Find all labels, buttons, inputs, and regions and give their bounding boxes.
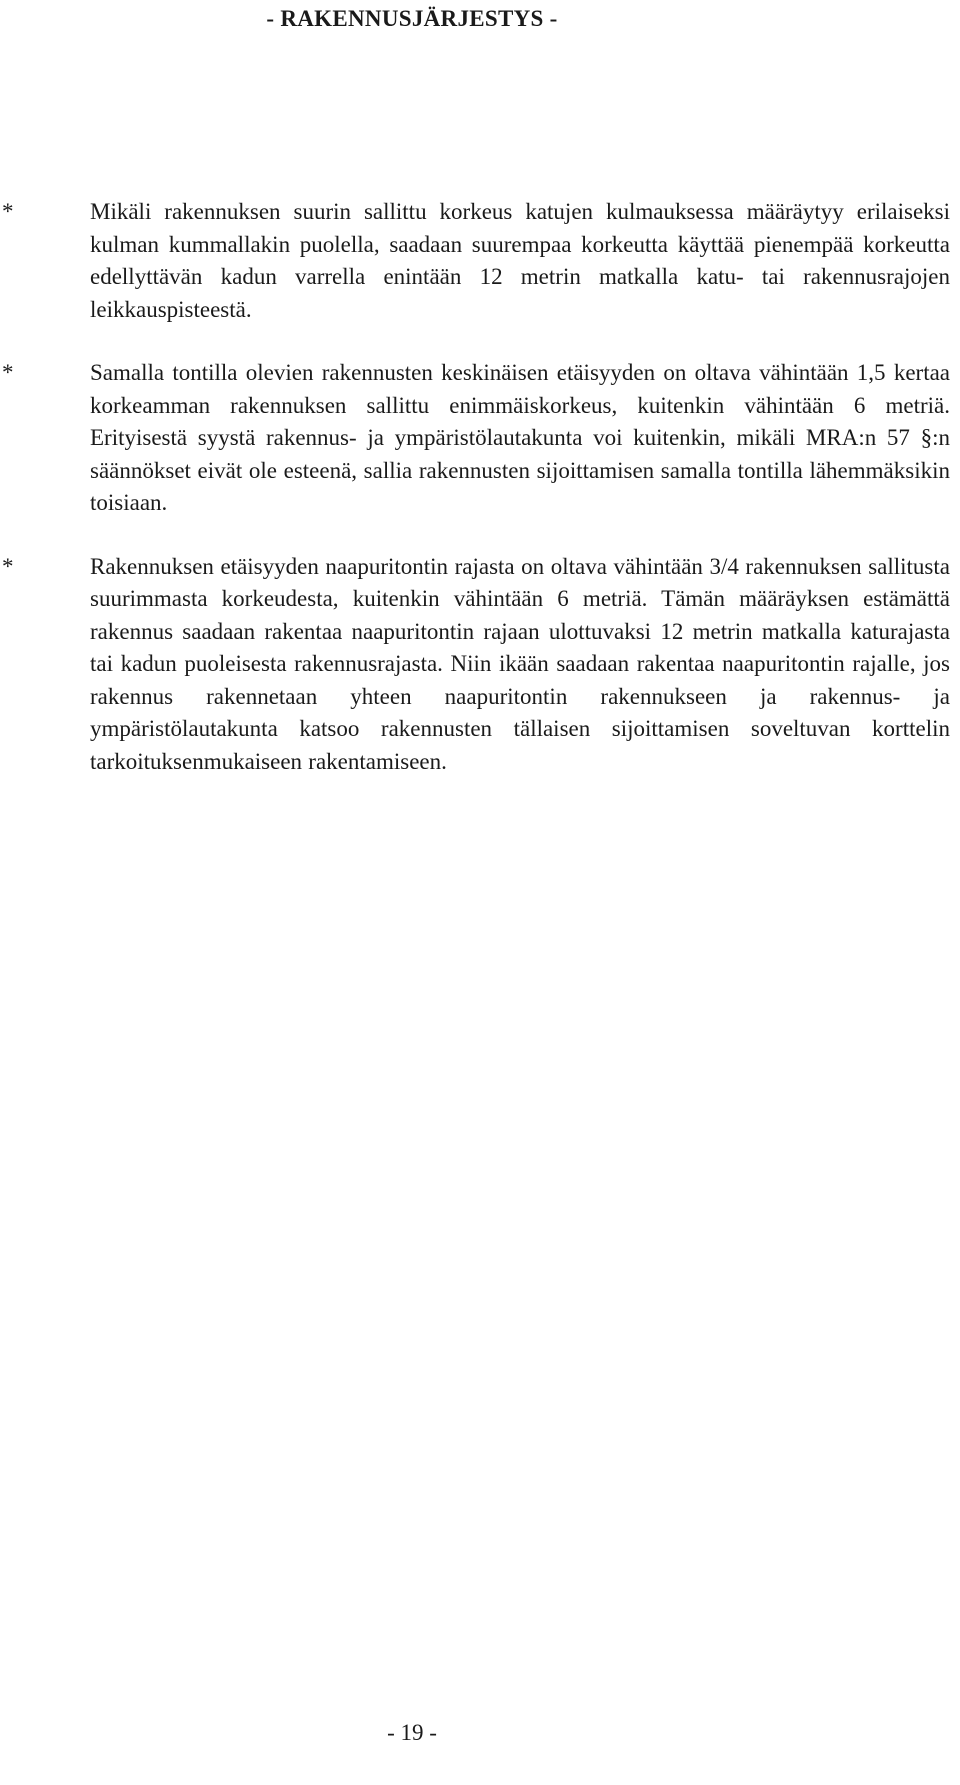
regulation-list bbox=[0, 196, 960, 809]
list-item bbox=[0, 551, 950, 779]
paragraph-text: Mikäli rakennuksen suurin sallittu korkeus katujen kulmauksessa määräytyy erilaiseksi kulman kummallakin puolella, saadaan suurempaa korkeutta käyttää pienempää korkeutta edellyttävän kadun varrella enintään 12 metrin matkalla katu- tai rakennusrajojen leikkauspisteestä. bbox=[90, 199, 950, 322]
list-item bbox=[0, 357, 950, 520]
page-number: - 19 - bbox=[387, 1720, 437, 1745]
bullet-marker: * bbox=[2, 199, 14, 224]
bullet-marker: * bbox=[2, 553, 14, 579]
page-title: - RAKENNUSJÄRJESTYS - bbox=[266, 6, 558, 31]
paragraph-text: Samalla tontilla olevien rakennusten keskinäisen etäisyyden on oltava vähintään 1,5 kertaa korkeamman rakennuksen sallittu enimmäiskorkeus, kuitenkin vähintään 6 metriä. Erityisestä syystä rakennus- ja ympäristölautakunta voi kuitenkin, mikäli MRA:n 57 §:n säännökset eivät ole esteenä, sallia rakennusten sijoittamisen samalla tontilla lähemmäksikin toisiaan. bbox=[90, 360, 950, 515]
list-item bbox=[0, 196, 950, 326]
paragraph-text: Rakennuksen etäisyyden naapuritontin rajasta on oltava vähintään 3/4 rakennuksen sallitusta suurimmasta korkeudesta, kuitenkin vähintään 6 metriä. Tämän määräyksen estämättä rakennus saadaan rakentaa naapuritontin rajaan ulottuvaksi 12 metrin matkalla katurajasta tai kadun puoleisesta rakennusrajasta. Niin ikään saadaan rakentaa naapuritontin rajalle, jos rakennus rakennetaan yhteen naapuritontin rakennukseen ja rakennus- ja ympäristölautakunta katsoo rakennusten tällaisen sijoittamisen soveltuvan korttelin tarkoituksenmukaiseen rakentamiseen. bbox=[90, 553, 950, 774]
bullet-marker: * bbox=[2, 360, 14, 385]
